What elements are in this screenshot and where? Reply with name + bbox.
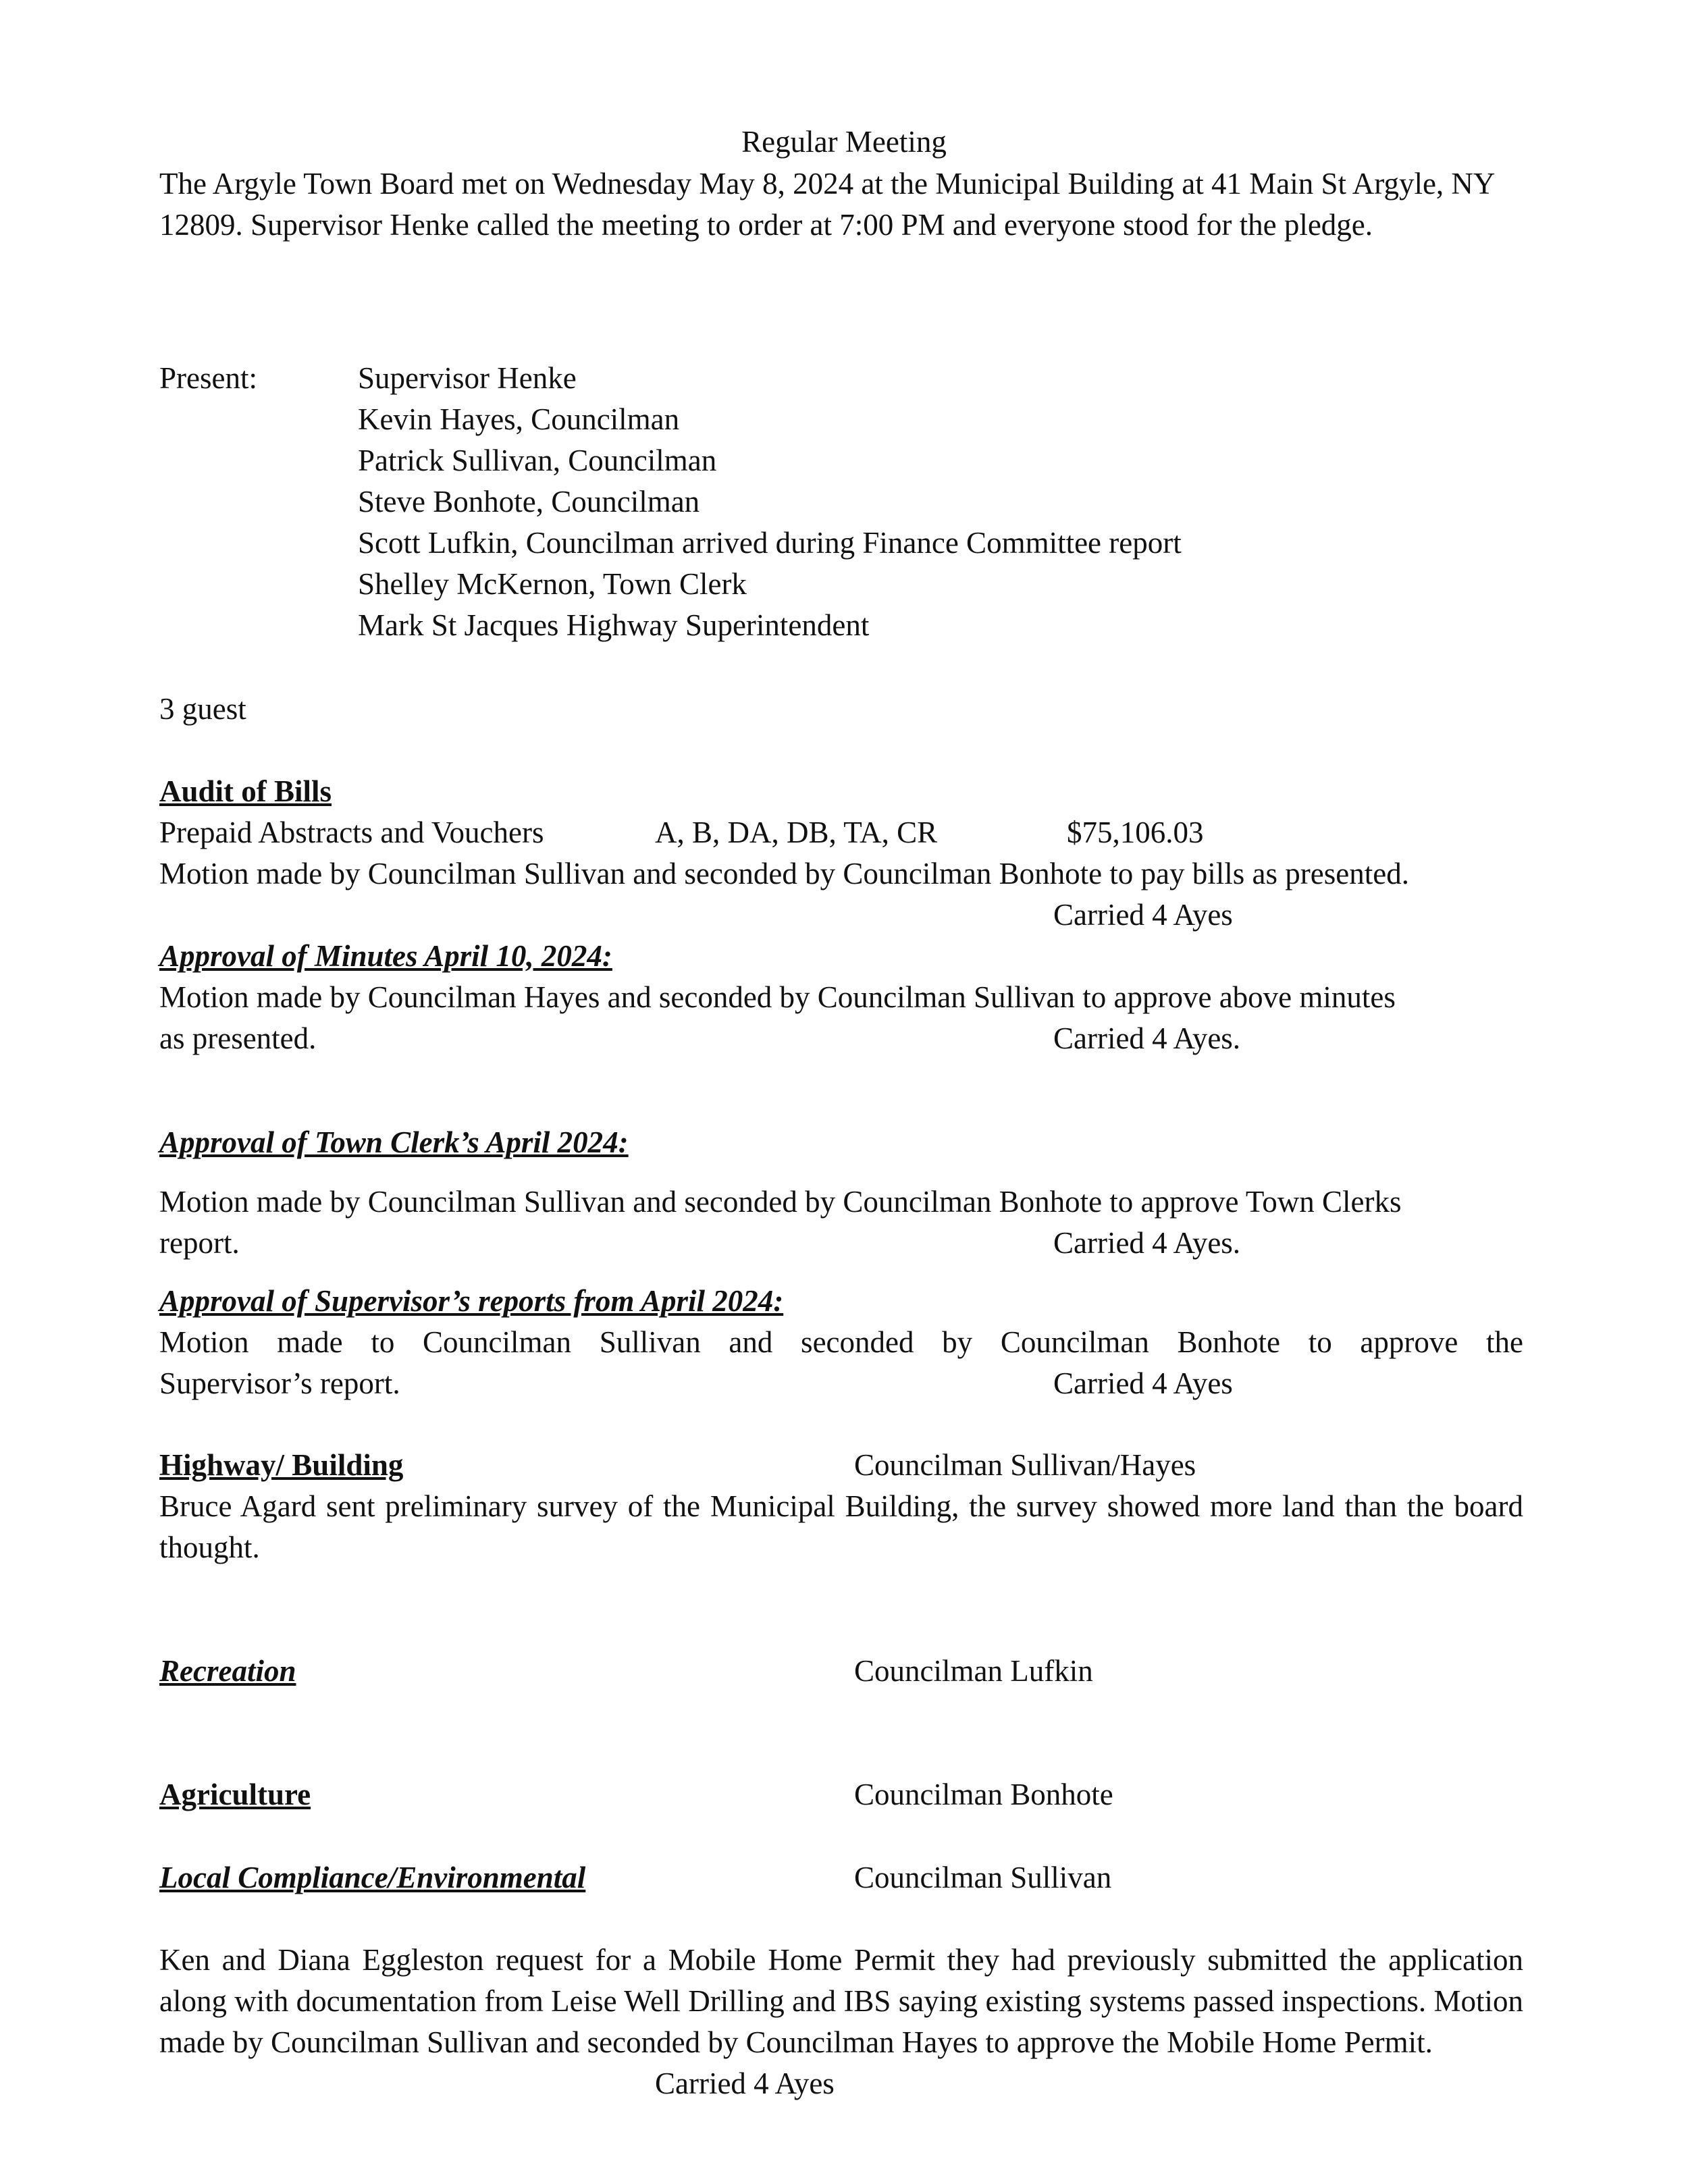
agriculture-assigned: Councilman Bonhote — [854, 1778, 1113, 1811]
present-label: Present: — [159, 361, 257, 395]
recreation-assigned: Councilman Lufkin — [854, 1654, 1093, 1688]
minutes-motion-line1: Motion made by Councilman Hayes and seconded by Councilman Sullivan to approve above minutes — [159, 980, 1396, 1014]
highway-text: Bruce Agard sent preliminary survey of the Municipal Building, the survey showed more land than the board thought. — [159, 1489, 1523, 1564]
compliance-heading: Local Compliance/Environmental — [159, 1861, 586, 1894]
highway-assigned: Councilman Sullivan/Hayes — [854, 1448, 1196, 1482]
recreation-heading: Recreation — [159, 1654, 296, 1688]
audit-row-funds: A, B, DA, DB, TA, CR — [655, 816, 938, 849]
agriculture-heading: Agriculture — [159, 1778, 311, 1811]
audit-motion: Motion made by Councilman Sullivan and seconded by Councilman Bonhote to pay bills as presented. — [159, 857, 1409, 890]
present-member: Kevin Hayes, Councilman — [358, 402, 680, 436]
clerk-result: Carried 4 Ayes. — [1053, 1226, 1241, 1260]
compliance-result: Carried 4 Ayes — [655, 2067, 835, 2100]
supervisor-result: Carried 4 Ayes — [1053, 1366, 1233, 1400]
highway-heading: Highway/ Building — [159, 1448, 404, 1482]
minutes-heading: Approval of Minutes April 10, 2024: — [159, 939, 612, 973]
audit-result: Carried 4 Ayes — [1053, 898, 1233, 932]
present-member: Steve Bonhote, Councilman — [358, 485, 700, 518]
supervisor-motion-line2: Supervisor’s report. — [159, 1366, 400, 1400]
supervisor-motion-line1: Motion made to Councilman Sullivan and seconded by Councilman Bonhote to approve the — [159, 1325, 1523, 1359]
present-member: Patrick Sullivan, Councilman — [358, 444, 717, 477]
audit-row-label: Prepaid Abstracts and Vouchers — [159, 816, 544, 849]
clerk-motion-line2: report. — [159, 1226, 240, 1260]
guest-count: 3 guest — [159, 692, 246, 726]
present-member: Mark St Jacques Highway Superintendent — [358, 608, 870, 642]
minutes-result: Carried 4 Ayes. — [1053, 1021, 1241, 1055]
present-member: Shelley McKernon, Town Clerk — [358, 567, 747, 601]
audit-heading: Audit of Bills — [159, 774, 332, 808]
clerk-motion-line1: Motion made by Councilman Sullivan and seconded by Councilman Bonhote to approve Town Clerks — [159, 1185, 1402, 1219]
compliance-text: Ken and Diana Eggleston request for a Mobile Home Permit they had previously submitted the application along with documentation from Leise Well Drilling and IBS saying existing systems passed inspections. Motion made by Councilman Sullivan and seconded by Councilman Hayes to approve the Mobile Home Permit. — [159, 1943, 1523, 2059]
intro-paragraph: The Argyle Town Board met on Wednesday May 8, 2024 at the Municipal Building at 41 Main St Argyle, NY 12809. Supervisor Henke called the meeting to order at 7:00 PM and everyone stood for the pledge. — [159, 167, 1494, 242]
present-member: Supervisor Henke — [358, 361, 577, 395]
minutes-motion-line2: as presented. — [159, 1021, 317, 1055]
page-title: Regular Meeting — [741, 125, 947, 159]
present-member: Scott Lufkin, Councilman arrived during Finance Committee report — [358, 526, 1182, 560]
compliance-assigned: Councilman Sullivan — [854, 1861, 1112, 1894]
clerk-heading: Approval of Town Clerk’s April 2024: — [159, 1125, 629, 1159]
audit-row-amount: $75,106.03 — [1067, 816, 1204, 849]
supervisor-heading: Approval of Supervisor’s reports from April 2024: — [159, 1284, 784, 1318]
